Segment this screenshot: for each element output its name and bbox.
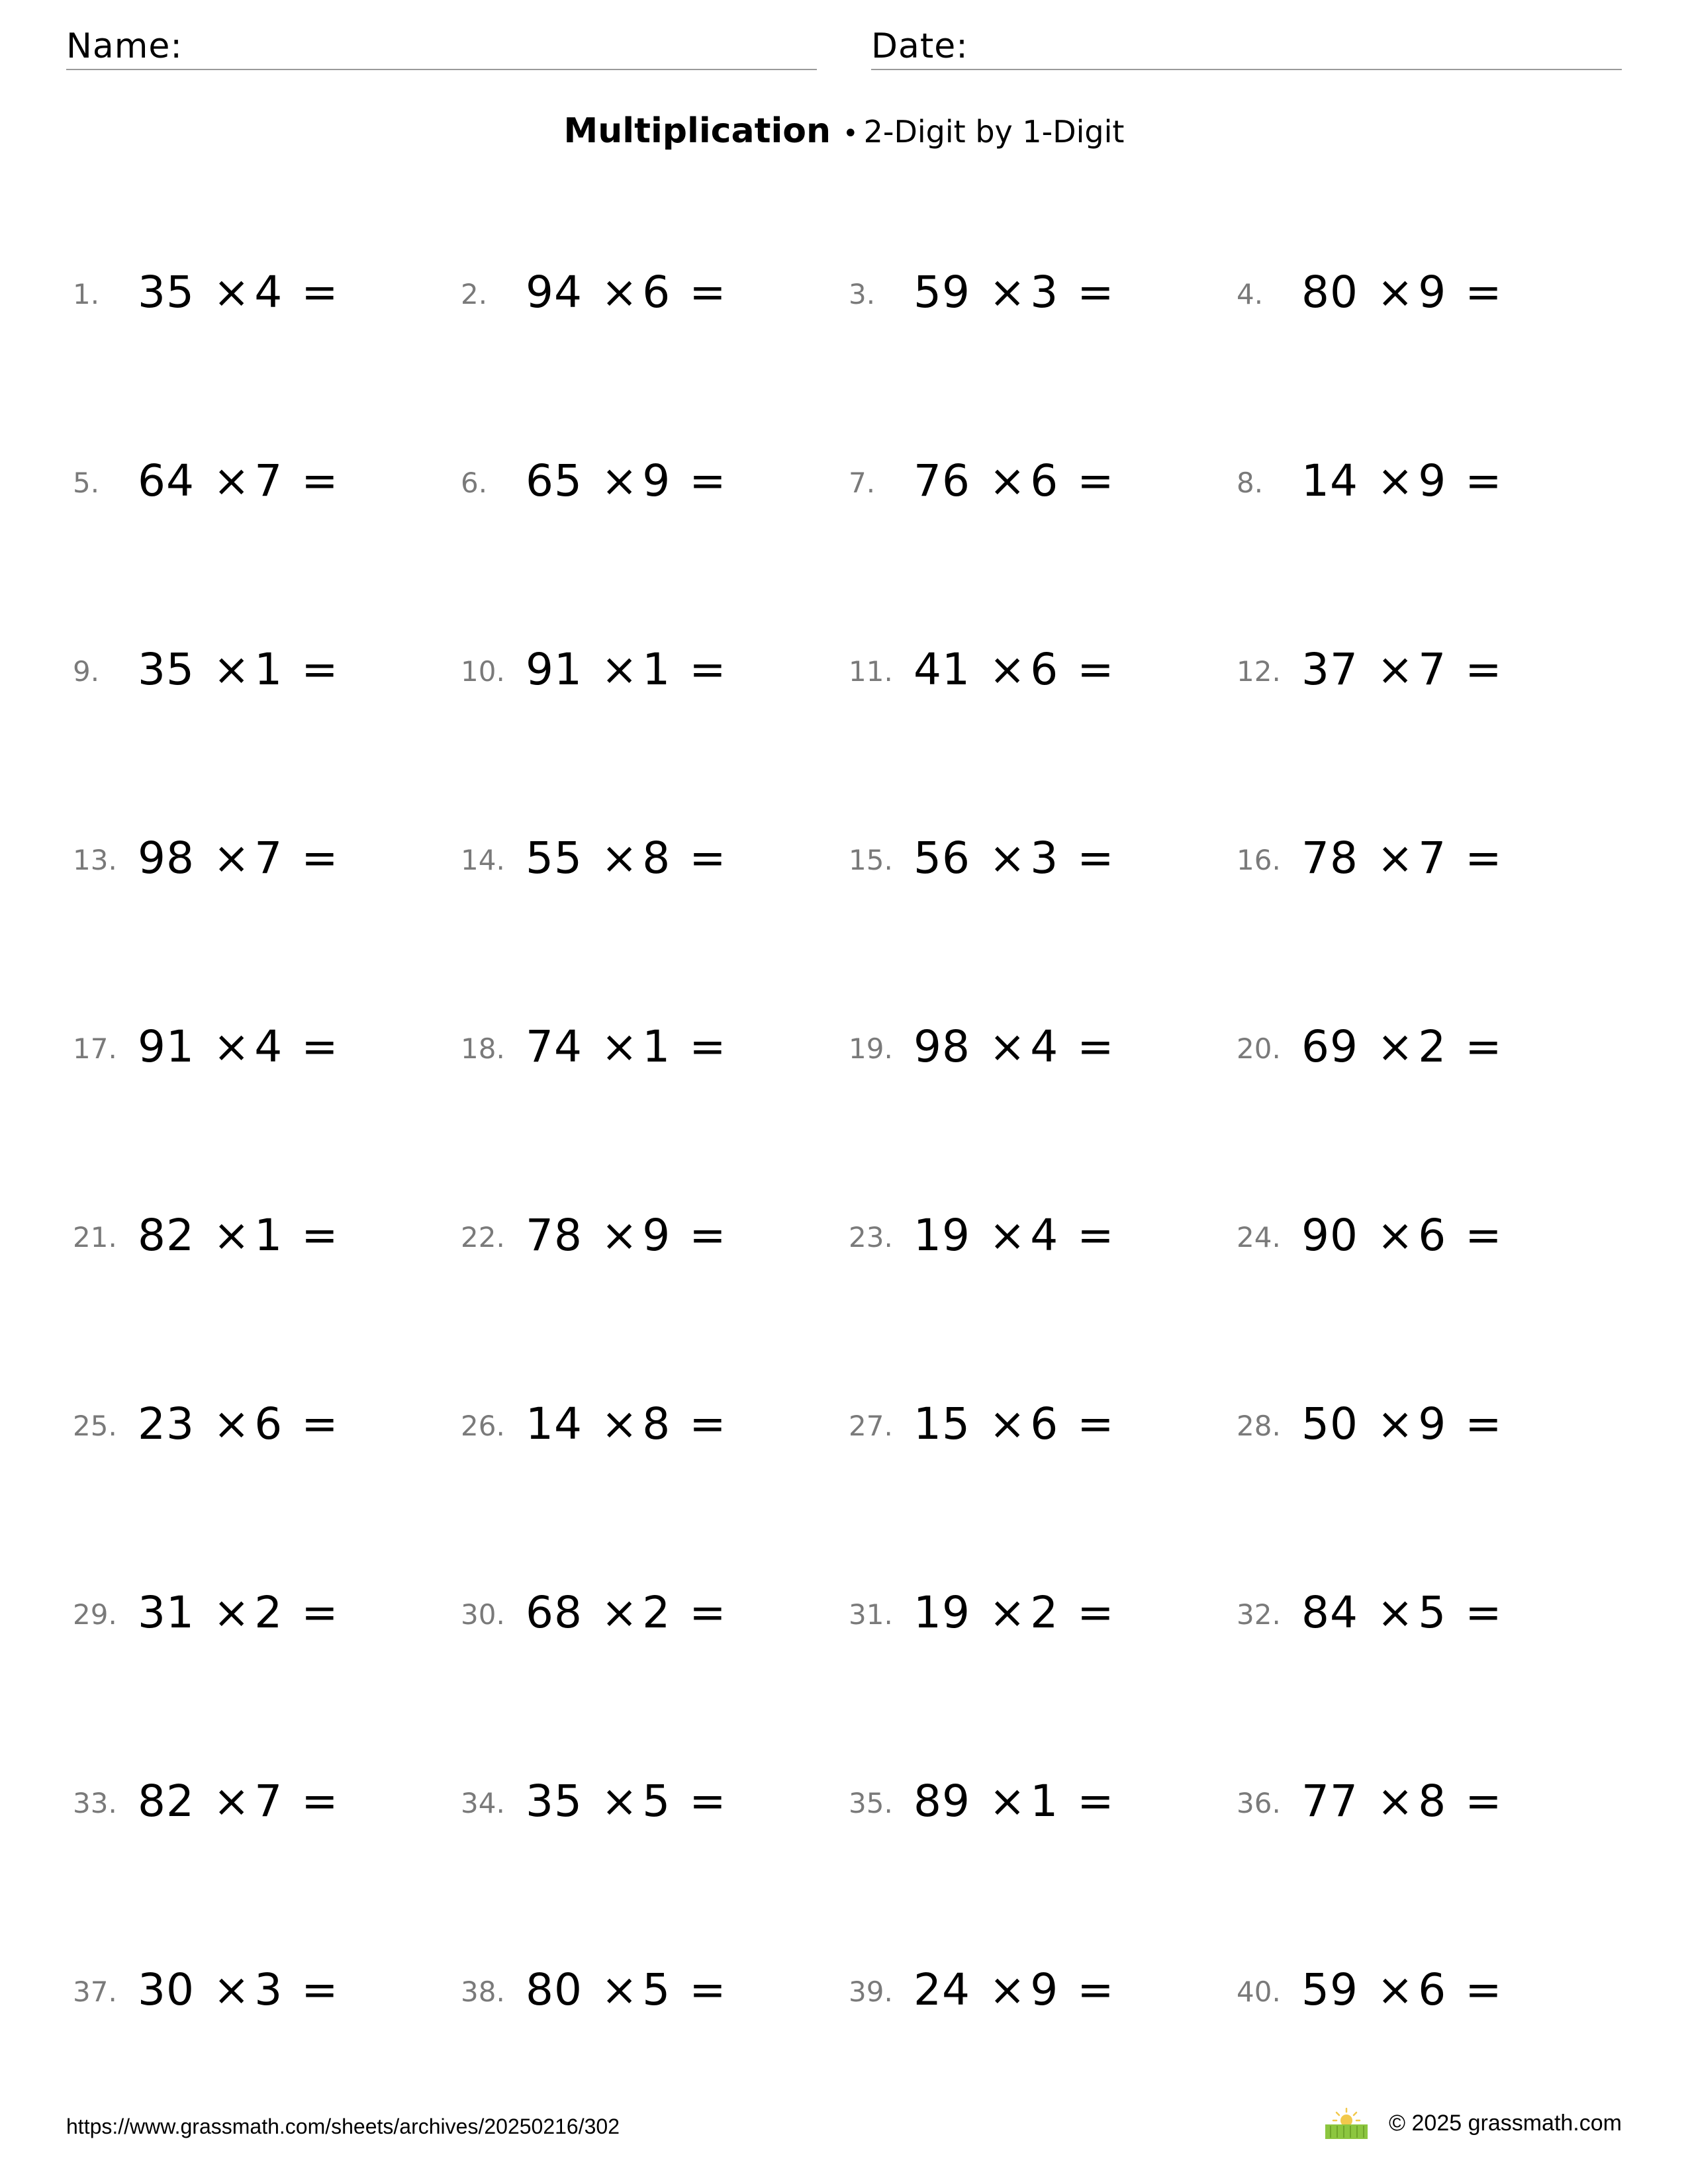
problem-number: 16. — [1237, 844, 1281, 876]
problem-number: 35. — [849, 1787, 893, 1819]
operand-b: 9 — [1418, 1398, 1447, 1449]
operand-a: 94 — [526, 267, 583, 318]
problem-number: 37. — [73, 1976, 117, 2008]
problem-item — [73, 799, 461, 918]
operand-a: 98 — [914, 1021, 970, 1072]
operand-a: 56 — [914, 833, 970, 884]
operand-b: 6 — [1418, 1964, 1447, 2015]
problem-number: 40. — [1237, 1976, 1281, 2008]
problem-item — [461, 1365, 849, 1484]
problem-expression — [526, 267, 731, 318]
problem-number: 30. — [461, 1598, 505, 1631]
problem-item — [1237, 1176, 1624, 1295]
equals-sign: = — [689, 267, 727, 318]
date-label: Date: — [871, 26, 968, 66]
equals-sign: = — [1465, 1398, 1503, 1449]
problem-item — [849, 233, 1237, 352]
problem-item — [73, 1365, 461, 1484]
problem-item — [849, 1931, 1237, 2050]
operand-a: 14 — [526, 1398, 583, 1449]
equals-sign: = — [301, 1210, 339, 1261]
times-sign: × — [988, 1776, 1027, 1827]
operand-a: 78 — [526, 1210, 583, 1261]
operand-b: 2 — [642, 1587, 671, 1638]
problem-expression — [138, 455, 343, 506]
name-label: Name: — [66, 26, 183, 66]
problem-number: 21. — [73, 1221, 117, 1253]
times-sign: × — [600, 455, 639, 506]
problem-item — [461, 233, 849, 352]
times-sign: × — [1376, 1964, 1415, 2015]
title-main: Multiplication — [563, 111, 831, 151]
problem-item — [461, 799, 849, 918]
operand-b: 1 — [642, 1021, 671, 1072]
problem-item — [461, 1553, 849, 1672]
problem-expression — [1301, 1021, 1507, 1072]
problem-item — [1237, 1931, 1624, 2050]
times-sign: × — [1376, 1398, 1415, 1449]
equals-sign: = — [301, 1021, 339, 1072]
equals-sign: = — [1465, 1021, 1503, 1072]
name-field[interactable] — [66, 24, 817, 70]
problem-number: 12. — [1237, 655, 1281, 688]
problem-item — [849, 610, 1237, 729]
problem-item — [849, 1742, 1237, 1861]
operand-b: 6 — [1030, 1398, 1059, 1449]
problem-item — [1237, 1553, 1624, 1672]
times-sign: × — [1376, 267, 1415, 318]
times-sign: × — [600, 1964, 639, 2015]
operand-b: 2 — [254, 1587, 283, 1638]
operand-a: 68 — [526, 1587, 583, 1638]
times-sign: × — [212, 1587, 251, 1638]
problem-number: 32. — [1237, 1598, 1281, 1631]
problem-number: 6. — [461, 467, 488, 499]
problem-number: 26. — [461, 1410, 505, 1442]
problem-number: 29. — [73, 1598, 117, 1631]
operand-a: 91 — [526, 644, 583, 695]
problem-item — [1237, 233, 1624, 352]
problem-expression — [1301, 1587, 1507, 1638]
problem-grid — [73, 233, 1622, 2119]
operand-a: 91 — [138, 1021, 195, 1072]
operand-b: 5 — [642, 1964, 671, 2015]
problem-item — [849, 422, 1237, 541]
problem-number: 33. — [73, 1787, 117, 1819]
times-sign: × — [600, 644, 639, 695]
operand-a: 50 — [1301, 1398, 1358, 1449]
equals-sign: = — [1465, 644, 1503, 695]
problem-number: 34. — [461, 1787, 505, 1819]
operand-a: 35 — [526, 1776, 583, 1827]
equals-sign: = — [1077, 1398, 1115, 1449]
problem-number: 31. — [849, 1598, 893, 1631]
problem-item — [73, 987, 461, 1107]
operand-b: 3 — [1030, 267, 1059, 318]
times-sign: × — [988, 833, 1027, 884]
times-sign: × — [988, 1398, 1027, 1449]
problem-item — [849, 1176, 1237, 1295]
times-sign: × — [212, 1210, 251, 1261]
operand-b: 1 — [642, 644, 671, 695]
footer-branding — [1324, 2106, 1622, 2140]
operand-a: 98 — [138, 833, 195, 884]
problem-number: 5. — [73, 467, 100, 499]
times-sign: × — [600, 267, 639, 318]
problem-expression — [914, 1398, 1119, 1449]
times-sign: × — [600, 1398, 639, 1449]
operand-a: 74 — [526, 1021, 583, 1072]
problem-item — [1237, 799, 1624, 918]
problem-expression — [138, 1587, 343, 1638]
problem-expression — [1301, 267, 1507, 318]
problem-item — [73, 1176, 461, 1295]
operand-b: 5 — [642, 1776, 671, 1827]
problem-item — [73, 1742, 461, 1861]
equals-sign: = — [1077, 644, 1115, 695]
grass-sun-logo-icon — [1324, 2106, 1369, 2140]
times-sign: × — [212, 1398, 251, 1449]
operand-a: 59 — [1301, 1964, 1358, 2015]
operand-b: 4 — [254, 1021, 283, 1072]
times-sign: × — [988, 644, 1027, 695]
times-sign: × — [1376, 1021, 1415, 1072]
operand-b: 2 — [1418, 1021, 1447, 1072]
times-sign: × — [988, 1964, 1027, 2015]
equals-sign: = — [301, 1398, 339, 1449]
operand-b: 8 — [642, 1398, 671, 1449]
operand-a: 35 — [138, 267, 195, 318]
problem-item — [461, 1931, 849, 2050]
operand-b: 1 — [254, 644, 283, 695]
worksheet-title — [0, 105, 1688, 160]
operand-b: 6 — [254, 1398, 283, 1449]
problem-number: 3. — [849, 278, 876, 310]
operand-a: 23 — [138, 1398, 195, 1449]
times-sign: × — [988, 455, 1027, 506]
operand-a: 69 — [1301, 1021, 1358, 1072]
problem-item — [1237, 1365, 1624, 1484]
operand-a: 80 — [1301, 267, 1358, 318]
equals-sign: = — [301, 267, 339, 318]
problem-expression — [1301, 1398, 1507, 1449]
problem-expression — [914, 644, 1119, 695]
times-sign: × — [1376, 1210, 1415, 1261]
problem-item — [73, 1931, 461, 2050]
equals-sign: = — [301, 644, 339, 695]
problem-number: 14. — [461, 844, 505, 876]
equals-sign: = — [1465, 1964, 1503, 2015]
equals-sign: = — [689, 1964, 727, 2015]
operand-b: 8 — [642, 833, 671, 884]
operand-b: 9 — [1418, 455, 1447, 506]
operand-a: 76 — [914, 455, 970, 506]
problem-number: 27. — [849, 1410, 893, 1442]
problem-expression — [914, 1210, 1119, 1261]
problem-item — [849, 1553, 1237, 1672]
operand-b: 1 — [1030, 1776, 1059, 1827]
problem-number: 22. — [461, 1221, 505, 1253]
problem-expression — [526, 1398, 731, 1449]
equals-sign: = — [1465, 267, 1503, 318]
problem-expression — [526, 644, 731, 695]
operand-a: 82 — [138, 1210, 195, 1261]
problem-expression — [138, 833, 343, 884]
operand-a: 77 — [1301, 1776, 1358, 1827]
problem-expression — [138, 1776, 343, 1827]
problem-expression — [914, 1021, 1119, 1072]
times-sign: × — [988, 1587, 1027, 1638]
problem-number: 15. — [849, 844, 893, 876]
times-sign: × — [212, 833, 251, 884]
times-sign: × — [212, 455, 251, 506]
problem-item — [461, 1176, 849, 1295]
problem-number: 8. — [1237, 467, 1264, 499]
equals-sign: = — [1077, 1776, 1115, 1827]
times-sign: × — [600, 1587, 639, 1638]
times-sign: × — [212, 644, 251, 695]
problem-number: 17. — [73, 1032, 117, 1065]
operand-b: 5 — [1418, 1587, 1447, 1638]
operand-b: 9 — [642, 455, 671, 506]
times-sign: × — [1376, 644, 1415, 695]
operand-b: 4 — [254, 267, 283, 318]
operand-a: 59 — [914, 267, 970, 318]
operand-a: 64 — [138, 455, 195, 506]
problem-expression — [526, 1776, 731, 1827]
problem-expression — [914, 455, 1119, 506]
times-sign: × — [600, 1776, 639, 1827]
operand-b: 2 — [1030, 1587, 1059, 1638]
times-sign: × — [1376, 1776, 1415, 1827]
problem-number: 20. — [1237, 1032, 1281, 1065]
equals-sign: = — [1465, 1210, 1503, 1261]
problem-number: 9. — [73, 655, 100, 688]
operand-a: 84 — [1301, 1587, 1358, 1638]
operand-a: 41 — [914, 644, 970, 695]
operand-b: 4 — [1030, 1021, 1059, 1072]
problem-number: 28. — [1237, 1410, 1281, 1442]
times-sign: × — [600, 1021, 639, 1072]
operand-a: 90 — [1301, 1210, 1358, 1261]
times-sign: × — [600, 1210, 639, 1261]
problem-expression — [1301, 1776, 1507, 1827]
operand-b: 9 — [1418, 267, 1447, 318]
problem-number: 7. — [849, 467, 876, 499]
problem-expression — [914, 1964, 1119, 2015]
times-sign: × — [1376, 833, 1415, 884]
equals-sign: = — [301, 1587, 339, 1638]
problem-item — [73, 1553, 461, 1672]
problem-number: 36. — [1237, 1787, 1281, 1819]
operand-b: 7 — [1418, 833, 1447, 884]
problem-expression — [138, 267, 343, 318]
problem-expression — [526, 1021, 731, 1072]
equals-sign: = — [1077, 1021, 1115, 1072]
equals-sign: = — [1465, 833, 1503, 884]
title-subtitle: 2-Digit by 1-Digit — [863, 114, 1125, 150]
operand-a: 31 — [138, 1587, 195, 1638]
operand-b: 4 — [1030, 1210, 1059, 1261]
operand-a: 65 — [526, 455, 583, 506]
operand-a: 35 — [138, 644, 195, 695]
problem-number: 23. — [849, 1221, 893, 1253]
equals-sign: = — [301, 455, 339, 506]
problem-item — [1237, 1742, 1624, 1861]
equals-sign: = — [1465, 1587, 1503, 1638]
problem-number: 25. — [73, 1410, 117, 1442]
equals-sign: = — [301, 1776, 339, 1827]
problem-expression — [138, 1021, 343, 1072]
equals-sign: = — [689, 1776, 727, 1827]
problem-expression — [526, 833, 731, 884]
operand-b: 8 — [1418, 1776, 1447, 1827]
problem-number: 19. — [849, 1032, 893, 1065]
problem-item — [73, 422, 461, 541]
problem-expression — [138, 644, 343, 695]
problem-item — [1237, 987, 1624, 1107]
problem-item — [849, 799, 1237, 918]
equals-sign: = — [1077, 267, 1115, 318]
problem-expression — [1301, 833, 1507, 884]
operand-a: 78 — [1301, 833, 1358, 884]
equals-sign: = — [689, 1021, 727, 1072]
operand-b: 9 — [642, 1210, 671, 1261]
equals-sign: = — [1077, 1210, 1115, 1261]
operand-b: 6 — [642, 267, 671, 318]
problem-expression — [1301, 1964, 1507, 2015]
problem-number: 38. — [461, 1976, 505, 2008]
problem-number: 4. — [1237, 278, 1264, 310]
problem-number: 24. — [1237, 1221, 1281, 1253]
problem-expression — [1301, 644, 1507, 695]
operand-b: 6 — [1418, 1210, 1447, 1261]
equals-sign: = — [689, 833, 727, 884]
problem-item — [461, 1742, 849, 1861]
problem-expression — [526, 455, 731, 506]
equals-sign: = — [301, 1964, 339, 2015]
times-sign: × — [988, 267, 1027, 318]
operand-a: 55 — [526, 833, 583, 884]
times-sign: × — [988, 1210, 1027, 1261]
operand-a: 24 — [914, 1964, 970, 2015]
problem-expression — [526, 1587, 731, 1638]
problem-expression — [138, 1964, 343, 2015]
times-sign: × — [988, 1021, 1027, 1072]
copyright-text: © 2025 grassmath.com — [1389, 2110, 1622, 2136]
times-sign: × — [212, 267, 251, 318]
times-sign: × — [212, 1021, 251, 1072]
equals-sign: = — [689, 644, 727, 695]
operand-b: 3 — [254, 1964, 283, 2015]
operand-b: 6 — [1030, 644, 1059, 695]
problem-expression — [138, 1210, 343, 1261]
problem-number: 13. — [73, 844, 117, 876]
problem-expression — [138, 1398, 343, 1449]
operand-b: 7 — [1418, 644, 1447, 695]
equals-sign: = — [689, 1398, 727, 1449]
problem-number: 1. — [73, 278, 100, 310]
footer-url: https://www.grassmath.com/sheets/archives/20250216/302 — [66, 2115, 620, 2138]
times-sign: × — [600, 833, 639, 884]
operand-a: 80 — [526, 1964, 583, 2015]
equals-sign: = — [1077, 1587, 1115, 1638]
equals-sign: = — [301, 833, 339, 884]
times-sign: × — [1376, 455, 1415, 506]
problem-number: 2. — [461, 278, 488, 310]
problem-item — [73, 610, 461, 729]
problem-expression — [526, 1964, 731, 2015]
problem-number: 11. — [849, 655, 893, 688]
title-separator: • — [843, 118, 859, 149]
operand-a: 15 — [914, 1398, 970, 1449]
problem-item — [1237, 610, 1624, 729]
operand-a: 82 — [138, 1776, 195, 1827]
problem-number: 10. — [461, 655, 505, 688]
problem-expression — [914, 1587, 1119, 1638]
equals-sign: = — [689, 1587, 727, 1638]
operand-b: 7 — [254, 833, 283, 884]
operand-a: 30 — [138, 1964, 195, 2015]
problem-expression — [526, 1210, 731, 1261]
equals-sign: = — [1077, 455, 1115, 506]
operand-b: 7 — [254, 1776, 283, 1827]
date-field[interactable] — [871, 24, 1622, 70]
times-sign: × — [212, 1776, 251, 1827]
operand-b: 6 — [1030, 455, 1059, 506]
operand-a: 19 — [914, 1587, 970, 1638]
operand-b: 1 — [254, 1210, 283, 1261]
problem-expression — [914, 267, 1119, 318]
problem-number: 18. — [461, 1032, 505, 1065]
equals-sign: = — [1077, 1964, 1115, 2015]
operand-b: 9 — [1030, 1964, 1059, 2015]
operand-a: 37 — [1301, 644, 1358, 695]
equals-sign: = — [1077, 833, 1115, 884]
operand-a: 14 — [1301, 455, 1358, 506]
problem-expression — [914, 1776, 1119, 1827]
operand-b: 3 — [1030, 833, 1059, 884]
equals-sign: = — [1465, 455, 1503, 506]
problem-item — [849, 1365, 1237, 1484]
equals-sign: = — [1465, 1776, 1503, 1827]
operand-b: 7 — [254, 455, 283, 506]
problem-item — [849, 987, 1237, 1107]
problem-number: 39. — [849, 1976, 893, 2008]
times-sign: × — [212, 1964, 251, 2015]
problem-item — [461, 610, 849, 729]
problem-item — [1237, 422, 1624, 541]
problem-item — [73, 233, 461, 352]
problem-item — [461, 422, 849, 541]
operand-a: 19 — [914, 1210, 970, 1261]
problem-expression — [1301, 1210, 1507, 1261]
equals-sign: = — [689, 455, 727, 506]
problem-item — [461, 987, 849, 1107]
problem-expression — [1301, 455, 1507, 506]
operand-a: 89 — [914, 1776, 970, 1827]
times-sign: × — [1376, 1587, 1415, 1638]
problem-expression — [914, 833, 1119, 884]
equals-sign: = — [689, 1210, 727, 1261]
